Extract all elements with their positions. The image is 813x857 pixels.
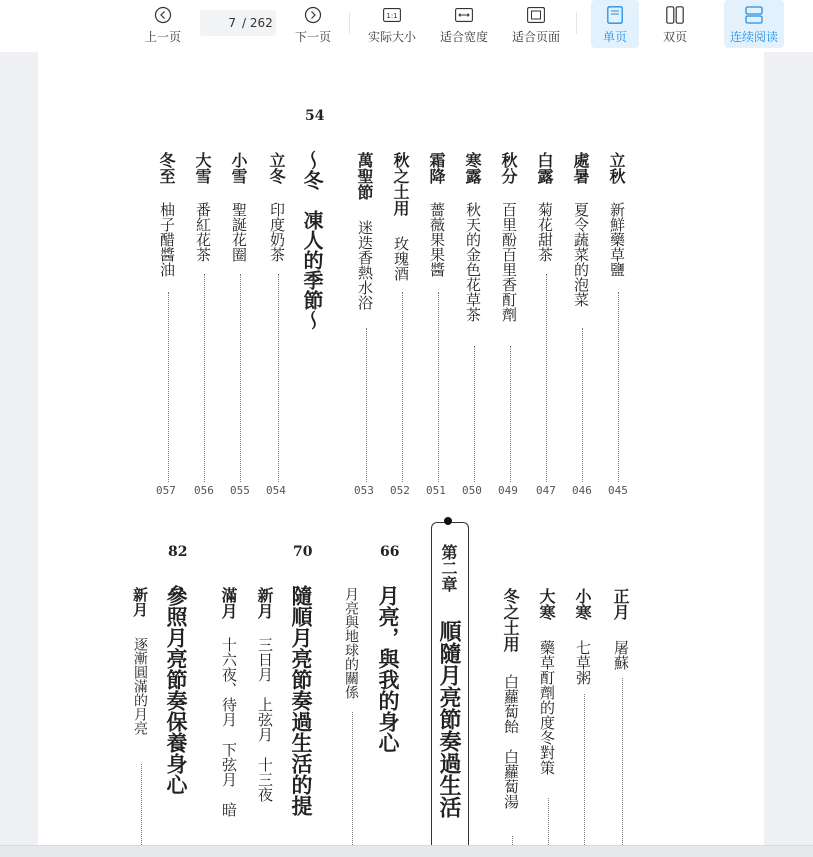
svg-text:1:1: 1:1 xyxy=(386,12,398,20)
toc-title: 七草粥 xyxy=(574,640,592,685)
toc-page-number: 052 xyxy=(390,484,410,497)
fit-width-button[interactable] xyxy=(436,4,492,48)
toc-term: 立冬 xyxy=(267,152,286,184)
leader-dots xyxy=(141,764,142,845)
toc-term: 正月 xyxy=(611,588,630,620)
toc-page-number: 054 xyxy=(266,484,286,497)
toc-term: 小寒 xyxy=(573,588,592,620)
double-page-button[interactable] xyxy=(655,4,695,48)
toc-title: 百里酚百里香酊劑 xyxy=(500,202,518,322)
leader-dots xyxy=(204,274,205,482)
section-title: ～冬 凍人的季節～ xyxy=(300,150,324,330)
toc-page-number: 046 xyxy=(572,484,592,497)
toc-title: 柚子醋醬油 xyxy=(158,202,176,277)
toc-term: 萬聖節 xyxy=(355,152,374,200)
section-page-number: 66 xyxy=(380,544,400,560)
continuous-reading-button[interactable] xyxy=(724,0,784,48)
chapter-marker-dot xyxy=(444,517,452,525)
leader-dots xyxy=(352,712,353,845)
chevron-right-icon xyxy=(304,4,322,26)
toc-term: 冬之土用 xyxy=(501,588,520,652)
toc-page-number: 056 xyxy=(194,484,214,497)
section-page-number: 54 xyxy=(305,108,325,124)
leader-dots xyxy=(618,292,619,482)
toc-title: 藥草酊劑的度冬對策 xyxy=(538,640,556,775)
section-title: 參照月亮節奏保養身心 xyxy=(164,585,189,795)
fit-page-icon xyxy=(527,4,545,26)
toc-term: 滿月 xyxy=(219,587,238,619)
toc-title: 聖誕花圈 xyxy=(230,202,248,262)
horizontal-scrollbar[interactable] xyxy=(0,845,813,857)
fit-page-button[interactable] xyxy=(508,4,564,48)
toc-term: 白露 xyxy=(535,152,554,184)
toolbar-divider xyxy=(576,12,577,34)
chevron-left-icon xyxy=(154,4,172,26)
double-page-icon xyxy=(666,4,684,26)
document-viewer[interactable] xyxy=(0,52,813,845)
chapter-label: 第二章 xyxy=(439,544,458,592)
document-page xyxy=(38,52,764,845)
toc-page-number: 053 xyxy=(354,484,374,497)
toc-title: 十六夜、待月 下弦月 暗 xyxy=(220,637,238,817)
leader-dots xyxy=(584,694,585,845)
toc-title: 印度奶茶 xyxy=(268,202,286,262)
toc-page-number: 050 xyxy=(462,484,482,497)
fit-page-label: 适合页面 xyxy=(511,30,560,44)
section-page-number: 70 xyxy=(293,544,313,560)
toc-title: 三日月 上弦月 十三夜 xyxy=(256,637,274,802)
leader-dots xyxy=(474,346,475,482)
toc-term: 秋分 xyxy=(499,152,518,184)
toc-page-number: 055 xyxy=(230,484,250,497)
page-indicator xyxy=(200,10,276,36)
section-subtitle: 月亮與地球的關係 xyxy=(343,587,359,699)
actual-size-icon xyxy=(383,4,401,26)
toc-title: 菊花甜茶 xyxy=(536,202,554,262)
next-page-button[interactable] xyxy=(293,4,333,48)
fit-width-label: 适合宽度 xyxy=(439,30,488,44)
toc-term: 寒露 xyxy=(463,152,482,184)
toc-term: 霜降 xyxy=(427,152,446,184)
toc-title: 逐漸圓滿的月亮 xyxy=(132,637,148,735)
single-page-icon xyxy=(607,4,623,26)
chapter-title: 順隨月亮節奏過生活 xyxy=(436,620,462,818)
toc-title: 迷迭香熱水浴 xyxy=(356,220,374,310)
toolbar-divider xyxy=(349,12,350,34)
leader-dots xyxy=(240,274,241,482)
toc-title: 秋天的金色花草茶 xyxy=(464,202,482,322)
toc-title: 番紅花茶 xyxy=(194,202,212,262)
leader-dots xyxy=(438,292,439,482)
toc-term: 新月 xyxy=(255,587,274,619)
page-total: / 262 xyxy=(242,16,273,30)
section-title: 月亮，與我的身心 xyxy=(376,585,401,753)
leader-dots xyxy=(582,328,583,482)
toc-page-number: 051 xyxy=(426,484,446,497)
page-number-input[interactable] xyxy=(200,16,238,30)
toc-title: 薔薇果果醬 xyxy=(428,202,446,277)
prev-page-label: 上一页 xyxy=(144,30,181,44)
toc-title: 白蘿蔔飴 白蘿蔔湯 xyxy=(502,674,520,809)
leader-dots xyxy=(548,798,549,845)
toolbar xyxy=(0,0,813,52)
actual-size-label: 实际大小 xyxy=(367,30,416,44)
actual-size-button[interactable] xyxy=(364,4,420,48)
toc-page-number: 045 xyxy=(608,484,628,497)
single-page-label: 单页 xyxy=(602,30,627,44)
leader-dots xyxy=(546,274,547,482)
toc-page-number: 049 xyxy=(498,484,518,497)
leader-dots xyxy=(366,328,367,482)
single-page-button[interactable] xyxy=(591,0,639,48)
leader-dots xyxy=(278,274,279,482)
toc-title: 屠蘇 xyxy=(612,640,630,670)
toc-term: 大雪 xyxy=(193,152,212,184)
next-page-label: 下一页 xyxy=(294,30,331,44)
toc-term: 新月 xyxy=(131,587,149,617)
toc-page-number: 047 xyxy=(536,484,556,497)
section-page-number: 82 xyxy=(168,544,188,560)
leader-dots xyxy=(622,678,623,845)
toc-title: 玫瑰酒 xyxy=(392,236,410,281)
toc-title: 夏令蔬菜的泡菜 xyxy=(572,202,590,307)
toc-term: 處暑 xyxy=(571,152,590,184)
leader-dots xyxy=(512,836,513,845)
leader-dots xyxy=(168,292,169,482)
toc-term: 小雪 xyxy=(229,152,248,184)
toc-term: 冬至 xyxy=(157,152,176,184)
leader-dots xyxy=(402,292,403,482)
leader-dots xyxy=(510,346,511,482)
continuous-scroll-icon xyxy=(745,4,763,26)
continuous-reading-label: 连续阅读 xyxy=(729,30,778,44)
toc-title: 新鮮藥草鹽 xyxy=(608,202,626,277)
fit-width-icon xyxy=(455,4,473,26)
toc-term: 大寒 xyxy=(537,588,556,620)
toc-term: 立秋 xyxy=(607,152,626,184)
section-title: 隨順月亮節奏過生活的提 xyxy=(289,585,314,816)
toc-page-number: 057 xyxy=(156,484,176,497)
prev-page-button[interactable] xyxy=(143,4,183,48)
toc-term: 秋之土用 xyxy=(391,152,410,216)
double-page-label: 双页 xyxy=(662,30,687,44)
